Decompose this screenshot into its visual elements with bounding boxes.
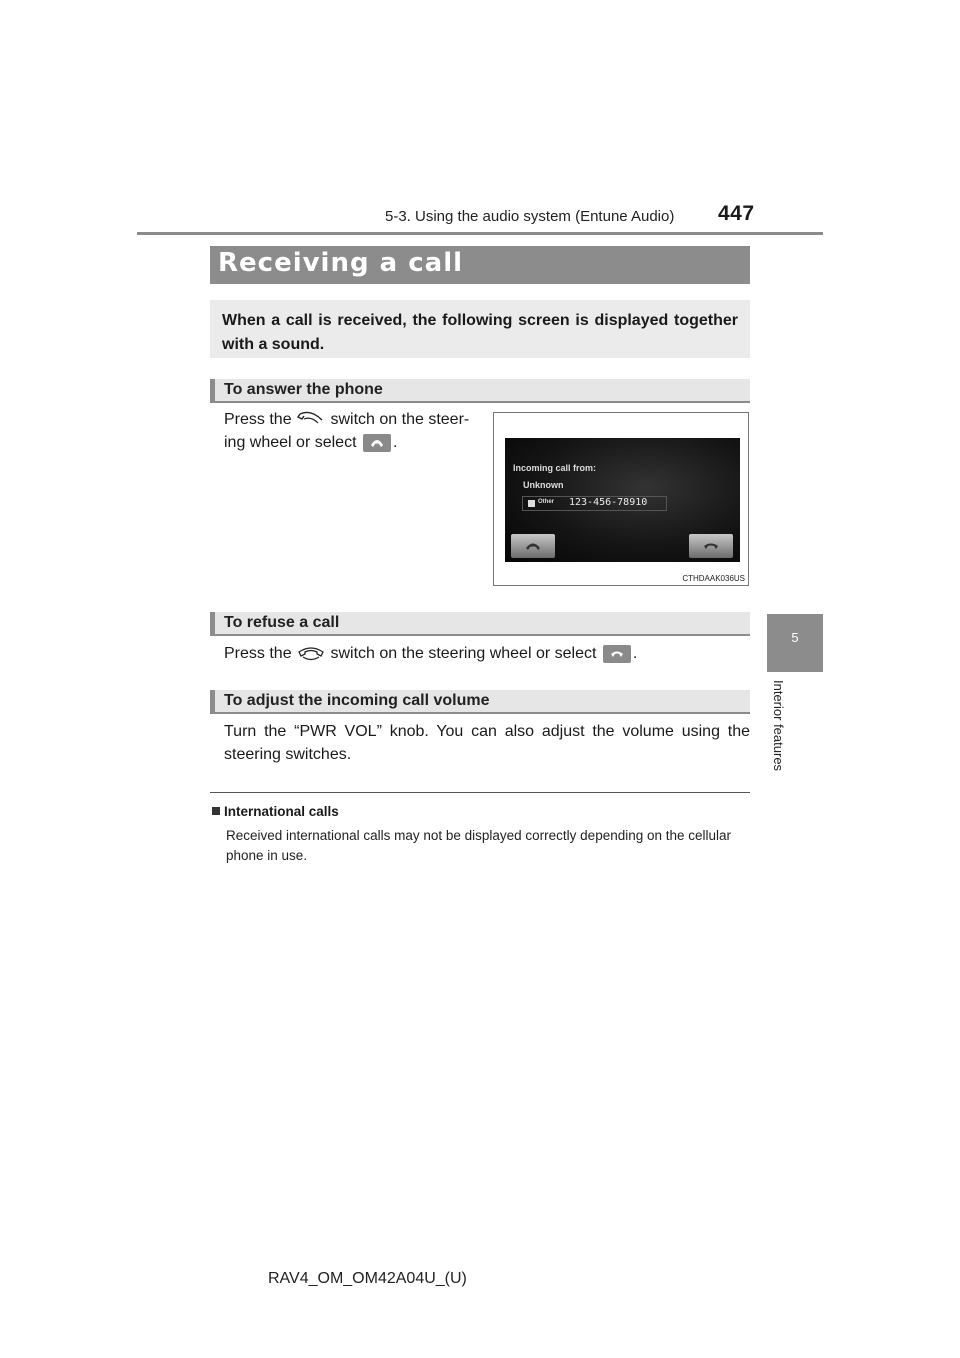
note-heading-text: International calls xyxy=(224,804,339,819)
figure-code: CTHDAAK036US xyxy=(682,574,745,583)
phone-on-hook-icon xyxy=(296,644,326,664)
phone-answer-icon xyxy=(525,541,541,551)
answer-text-mid: switch on the steer- xyxy=(330,411,470,428)
note-divider xyxy=(210,792,750,793)
section-heading-volume xyxy=(210,690,750,714)
note-heading xyxy=(212,804,339,819)
refuse-instructions xyxy=(224,642,750,665)
intro-box xyxy=(210,300,750,358)
number-type-label: Other xyxy=(538,499,555,505)
answer-instructions xyxy=(224,408,484,454)
section-heading-text: To refuse a call xyxy=(224,614,340,631)
section-heading-answer xyxy=(210,379,750,403)
chapter-label xyxy=(770,680,790,790)
phone-off-hook-icon xyxy=(296,410,326,430)
refuse-text-start: Press the xyxy=(224,645,292,662)
note-text: Received international calls may not be displayed correctly depending on the cellular phone in use. xyxy=(226,828,732,863)
answer-text-line2: ing wheel or select xyxy=(224,434,357,451)
incoming-call-title: Incoming call from: xyxy=(513,463,597,473)
answer-button-icon xyxy=(363,434,391,452)
chapter-tab: 5 xyxy=(767,614,823,672)
caller-number: 123-456-78910 xyxy=(569,497,648,508)
answer-call-button[interactable] xyxy=(511,534,555,558)
section-heading-text: To answer the phone xyxy=(224,381,383,398)
intro-text: When a call is received, the following screen is displayed together with a sound. xyxy=(222,312,738,353)
header-rule xyxy=(137,232,823,235)
display-screen xyxy=(505,438,740,562)
chapter-label-text: Interior features xyxy=(771,680,786,772)
refuse-text-end: . xyxy=(632,645,638,662)
bullet-square-icon xyxy=(212,807,220,815)
page-title-bar xyxy=(210,246,750,284)
caller-number-row xyxy=(522,496,667,511)
refuse-text-mid: switch on the steering wheel or select xyxy=(330,645,597,662)
decline-call-button[interactable] xyxy=(689,534,733,558)
refuse-button-icon xyxy=(603,645,631,663)
answer-text-end: . xyxy=(392,434,398,451)
answer-text-start: Press the xyxy=(224,411,292,428)
incoming-call-screen-figure xyxy=(493,412,749,586)
page-title: Receiving a call xyxy=(218,248,464,278)
caller-name: Unknown xyxy=(523,480,564,490)
section-heading-text: To adjust the incoming call volume xyxy=(224,692,490,709)
section-heading-refuse xyxy=(210,612,750,636)
volume-instructions: Turn the “PWR VOL” knob. You can also adjust the volume using the steering switches. xyxy=(224,723,750,763)
phone-hangup-icon xyxy=(703,541,719,551)
page-number: 447 xyxy=(718,202,755,225)
running-header-section: 5-3. Using the audio system (Entune Audio) xyxy=(385,208,675,225)
document-code: RAV4_OM_OM42A04U_(U) xyxy=(268,1270,467,1287)
number-type-icon xyxy=(528,500,535,507)
